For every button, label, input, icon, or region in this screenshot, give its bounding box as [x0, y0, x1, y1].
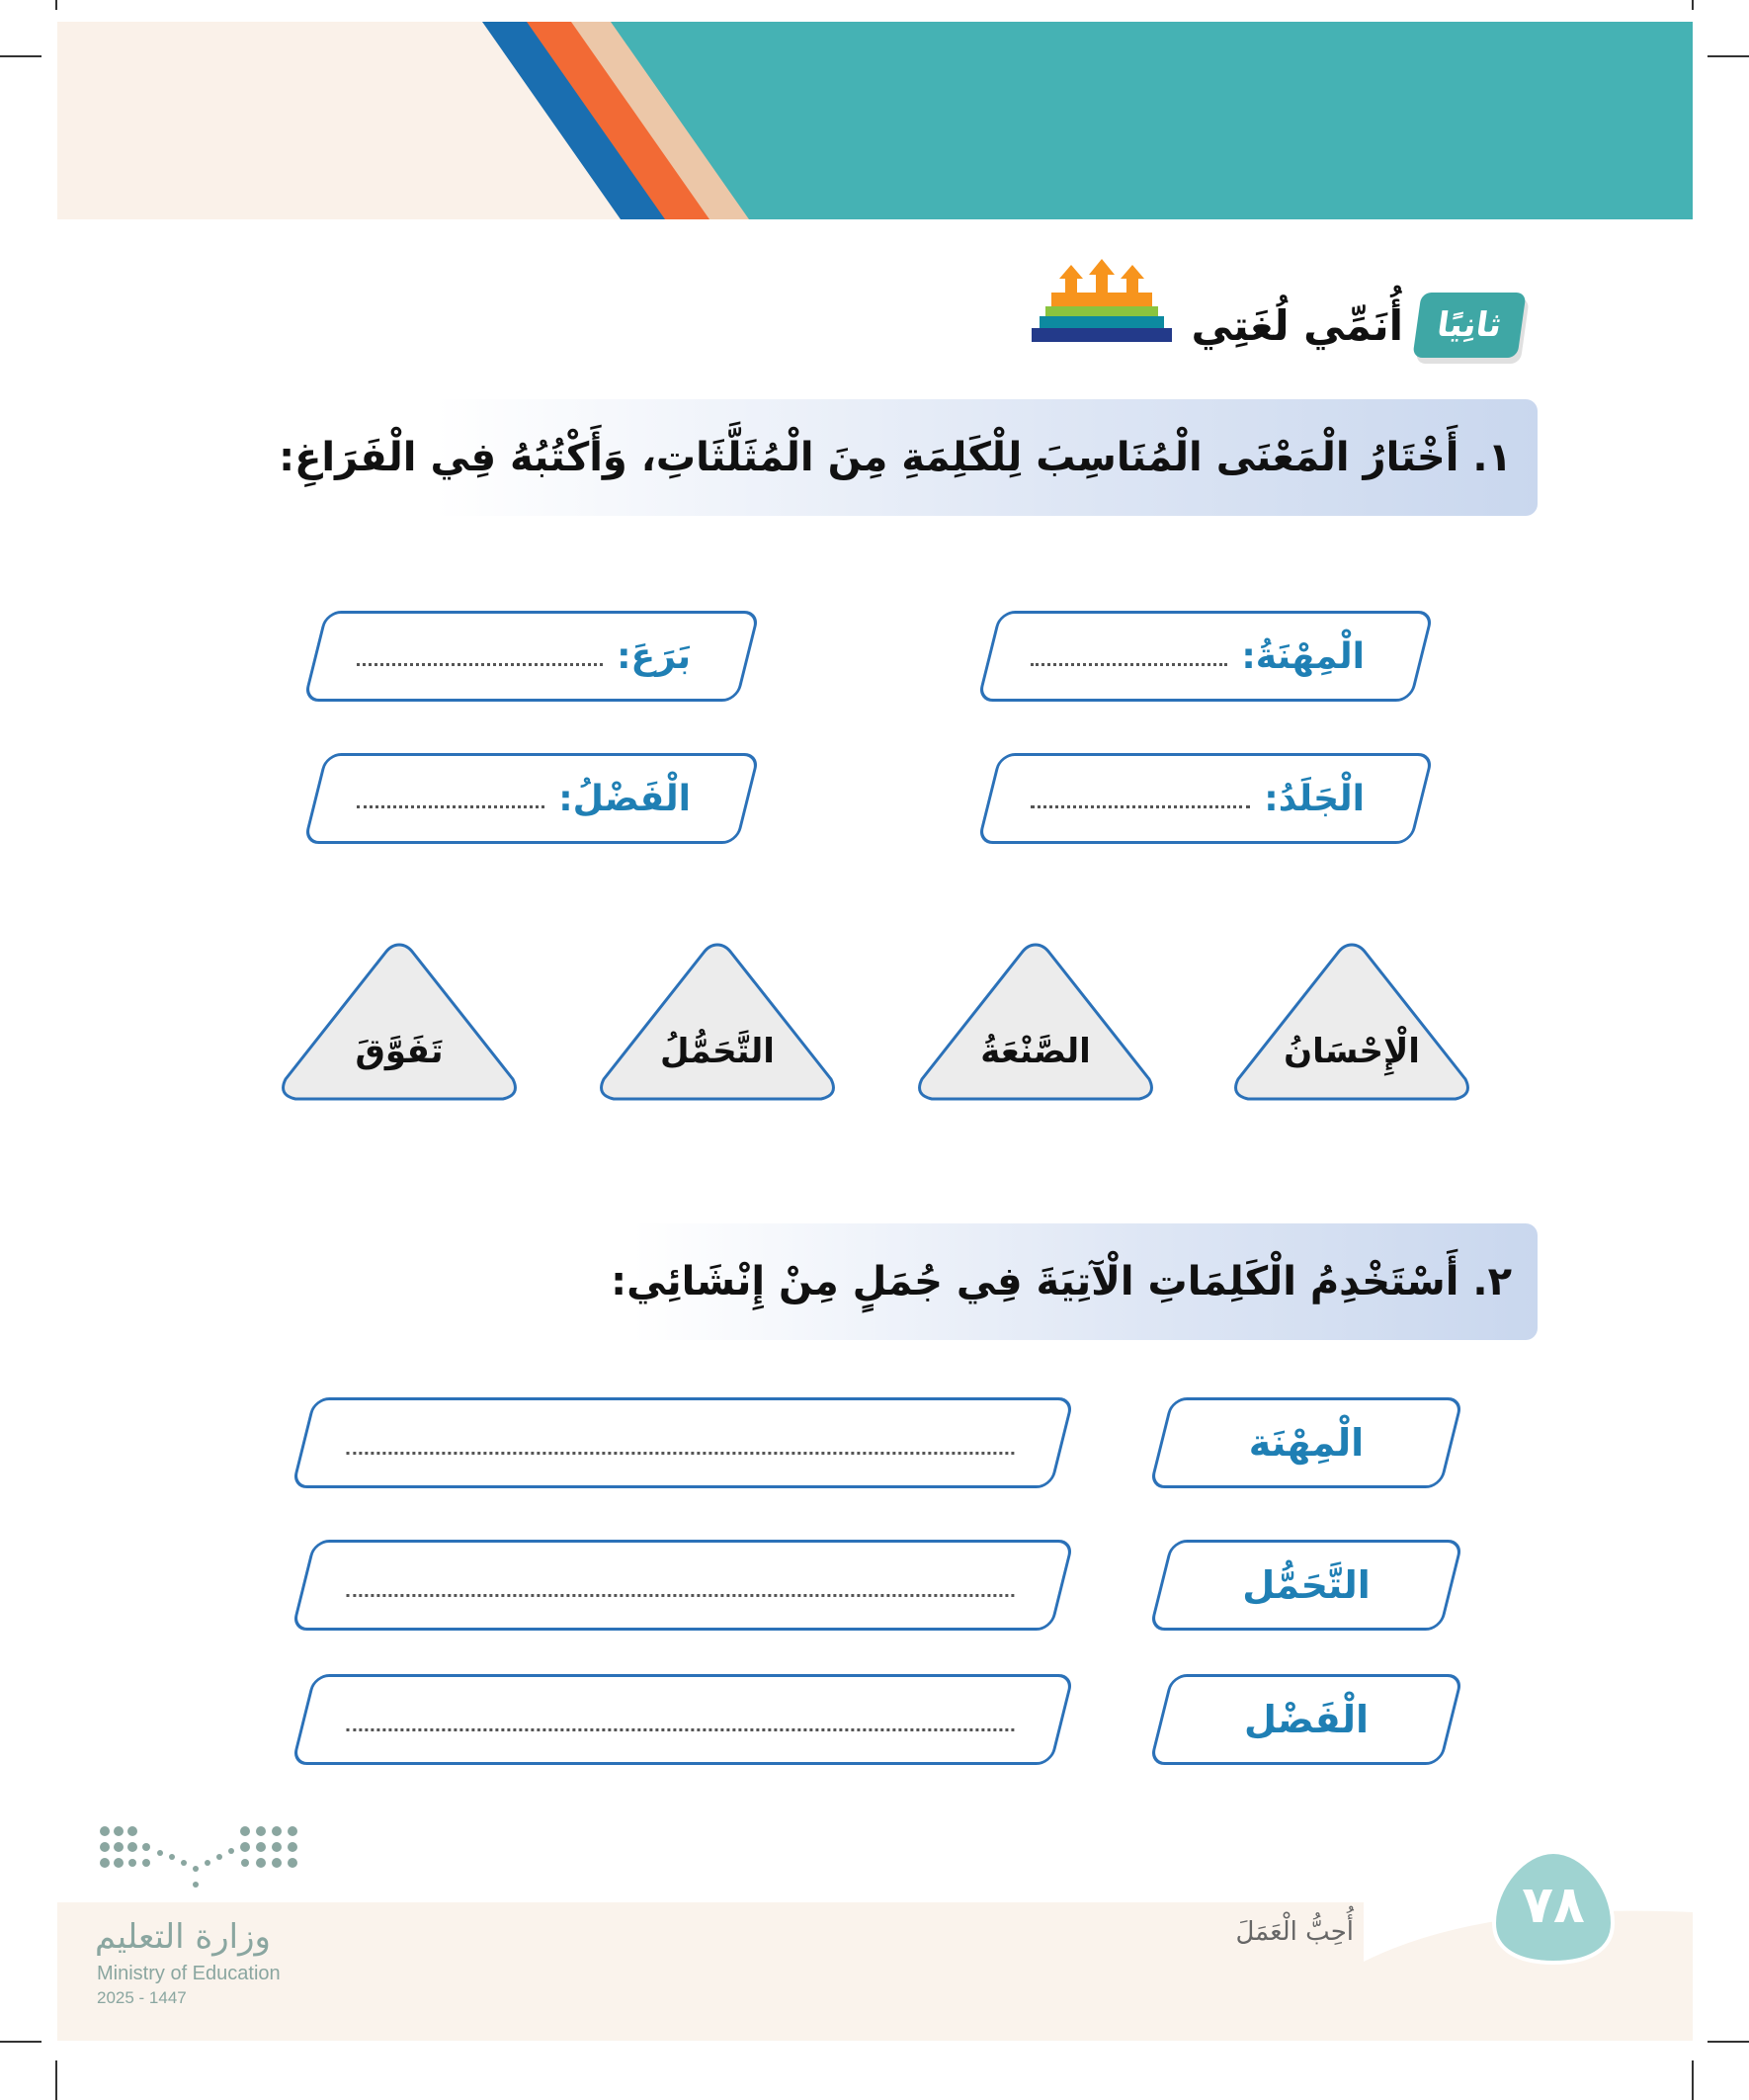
- crop-mark: [0, 55, 42, 57]
- answer-field[interactable]: [977, 611, 1435, 702]
- dotted-line: [1031, 803, 1250, 808]
- crop-mark: [0, 2041, 42, 2043]
- dotted-line: [346, 1728, 1014, 1731]
- question-2-text: ٢. أَسْتَخْدِمُ الْكَلِمَاتِ الْآتِيَةَ فِي جُمَلٍ مِنْ إِنْشَائِي:: [611, 1259, 1512, 1304]
- choice-triangle[interactable]: [278, 941, 521, 1103]
- edition-year: 2025 - 1447: [97, 1988, 187, 2007]
- sentence-field[interactable]: [292, 1540, 1075, 1631]
- ministry-name-english: Ministry of Education: [97, 1963, 281, 1984]
- dotted-line: [357, 661, 603, 666]
- answer-field[interactable]: [977, 753, 1435, 844]
- word-box: [1149, 1397, 1464, 1488]
- ministry-logo-icon: [97, 1823, 314, 1902]
- choice-triangle[interactable]: [1230, 941, 1473, 1103]
- choice-label: تَفَوَّقَ: [355, 1032, 444, 1071]
- choice-label: التَّحَمُّلُ: [660, 1032, 775, 1071]
- answer-field[interactable]: [303, 753, 761, 844]
- question-1-text: ١. أَخْتَارُ الْمَعْنَى الْمُنَاسِبَ لِلْكَلِمَةِ مِنَ الْمُثَلَّثَاتِ، وَأَكْتُبُهُ فِي الْفَرَاغِ:: [279, 435, 1512, 480]
- field-word: الْفَضْلُ:: [558, 778, 691, 819]
- word-box: [1149, 1674, 1464, 1765]
- sentence-field[interactable]: [292, 1397, 1075, 1488]
- word-box-label: الْمِهْنَة: [1248, 1421, 1365, 1465]
- field-word: الْمِهْنَةُ:: [1241, 635, 1365, 677]
- word-box-label: التَّحَمُّل: [1242, 1563, 1371, 1607]
- dotted-line: [1031, 661, 1227, 666]
- choice-triangle[interactable]: [596, 941, 839, 1103]
- crop-mark: [55, 0, 57, 10]
- sentence-field[interactable]: [292, 1674, 1075, 1765]
- footer-motto: أُحِبُّ الْعَمَلَ: [1235, 1917, 1354, 1947]
- answer-field[interactable]: [303, 611, 761, 702]
- word-box: [1149, 1540, 1464, 1631]
- ministry-name-arabic: وزارة التعليم: [95, 1917, 271, 1957]
- crop-mark: [1692, 2060, 1694, 2100]
- crop-mark: [1692, 0, 1694, 10]
- dotted-line: [346, 1452, 1014, 1455]
- crop-mark: [1707, 2041, 1749, 2043]
- question-1-bar: [279, 399, 1538, 516]
- question-2-bar: [611, 1223, 1538, 1340]
- field-word: بَرَعَ:: [617, 635, 691, 677]
- dotted-line: [346, 1594, 1014, 1597]
- word-box-label: الْفَضْل: [1244, 1698, 1370, 1741]
- field-word: الْجَلَدُ:: [1264, 778, 1365, 819]
- section-badge-label: ثانِيًا: [1434, 305, 1505, 345]
- choice-triangle[interactable]: [914, 941, 1157, 1103]
- section-badge: [1412, 293, 1526, 358]
- growth-stack-icon: [1032, 255, 1172, 346]
- choice-label: الصَّنْعَةُ: [980, 1032, 1091, 1071]
- choice-label: الْإِحْسَانُ: [1284, 1032, 1420, 1071]
- dotted-line: [357, 803, 544, 808]
- header-banner: [57, 22, 1693, 219]
- crop-mark: [1707, 55, 1749, 57]
- crop-mark: [55, 2060, 57, 2100]
- page-number: ٧٨: [1522, 1876, 1585, 1935]
- section-title: أُنَمِّي لُغَتِي: [1191, 301, 1403, 350]
